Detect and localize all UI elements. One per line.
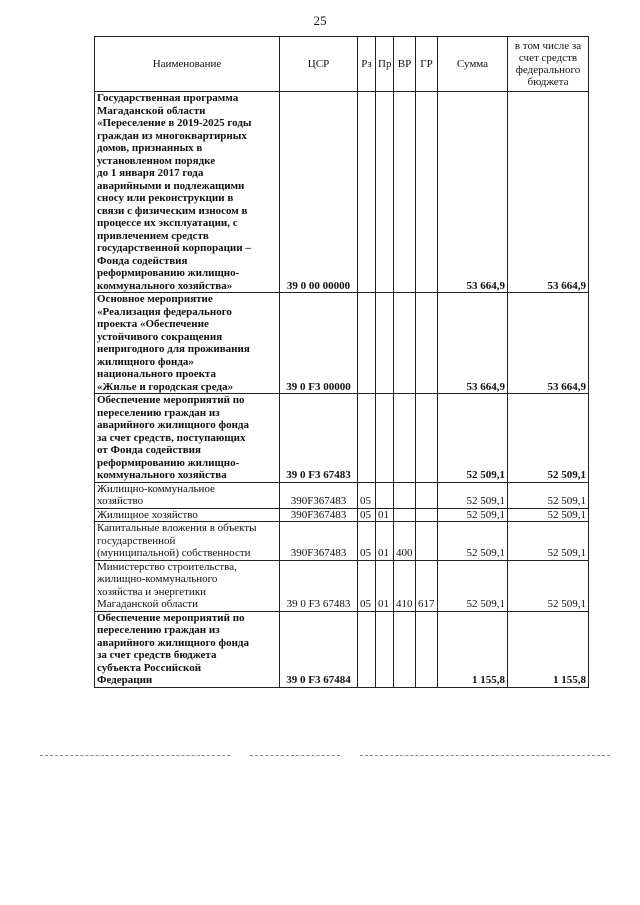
row-vr bbox=[394, 293, 416, 394]
row-name-line: «Жилье и городская среда» bbox=[97, 380, 234, 393]
row-gr bbox=[416, 394, 438, 483]
row-name bbox=[95, 611, 280, 687]
row-name-line: реформированию жилищно- bbox=[97, 267, 240, 279]
row-name-line: Обеспечение мероприятий по bbox=[97, 394, 245, 406]
row-rz: 05 bbox=[358, 482, 376, 508]
row-name bbox=[95, 560, 280, 611]
row-csr: 390F367483 bbox=[280, 508, 358, 522]
row-name-line: Жилищно-коммунальное bbox=[97, 482, 215, 495]
row-name-line: непригодного для проживания bbox=[97, 343, 250, 355]
row-name-line: переселению граждан из bbox=[97, 406, 220, 419]
row-sum-federal: 52 509,1 bbox=[508, 522, 589, 561]
row-vr bbox=[394, 611, 416, 687]
row-name-line: национального проекта bbox=[97, 368, 216, 380]
row-name-line: граждан из многоквартирных bbox=[97, 129, 247, 142]
row-name-line: за счет средств, поступающих bbox=[97, 431, 246, 444]
row-name-line: Жилищное хозяйство bbox=[97, 508, 198, 521]
row-name-line: за счет средств бюджета bbox=[97, 649, 217, 661]
row-name-line: государственной bbox=[97, 534, 176, 547]
row-sum: 52 509,1 bbox=[438, 522, 508, 561]
row-name-line: до 1 января 2017 года bbox=[97, 167, 204, 179]
row-gr: 617 bbox=[416, 560, 438, 611]
row-name bbox=[95, 508, 280, 522]
row-csr: 39 0 00 00000 bbox=[280, 92, 358, 293]
table-row bbox=[95, 560, 589, 611]
header-csr: ЦСР bbox=[280, 37, 358, 92]
row-name-line: привлечением средств bbox=[97, 229, 209, 242]
row-name-line: Федерации bbox=[97, 674, 153, 686]
row-vr bbox=[394, 92, 416, 293]
row-gr bbox=[416, 293, 438, 394]
row-name-line: сносу или реконструкции в bbox=[97, 192, 234, 204]
row-name-line: Обеспечение мероприятий по bbox=[97, 611, 245, 624]
row-rz bbox=[358, 293, 376, 394]
row-sum: 52 509,1 bbox=[438, 394, 508, 483]
row-name bbox=[95, 394, 280, 483]
row-name-line: установленном порядке bbox=[97, 154, 216, 167]
row-name-line: хозяйство bbox=[97, 495, 144, 507]
row-name-line: Магаданской области bbox=[97, 104, 206, 117]
row-rz: 05 bbox=[358, 560, 376, 611]
row-name-line: реформированию жилищно- bbox=[97, 456, 240, 469]
row-gr bbox=[416, 611, 438, 687]
row-rz: 05 bbox=[358, 508, 376, 522]
row-name-line: аварийного жилищного фонда bbox=[97, 419, 249, 431]
row-name-line: (муниципальной) собственности bbox=[97, 547, 251, 559]
row-name-line: переселению граждан из bbox=[97, 624, 220, 636]
table-body bbox=[95, 92, 589, 688]
row-vr bbox=[394, 482, 416, 508]
row-pr: 01 bbox=[376, 560, 394, 611]
row-sum-federal: 52 509,1 bbox=[508, 508, 589, 522]
row-gr bbox=[416, 522, 438, 561]
row-sum-federal: 53 664,9 bbox=[508, 92, 589, 293]
header-name: Наименование bbox=[95, 37, 280, 92]
row-name-line: связи с физическим износом в bbox=[97, 204, 248, 217]
row-pr: 01 bbox=[376, 508, 394, 522]
table-row bbox=[95, 92, 589, 293]
row-name-line: Капитальные вложения в объекты bbox=[97, 522, 257, 534]
row-sum: 1 155,8 bbox=[438, 611, 508, 687]
header-vr: ВР bbox=[394, 37, 416, 92]
row-pr bbox=[376, 611, 394, 687]
row-rz bbox=[358, 611, 376, 687]
row-name-line: устойчивого сокращения bbox=[97, 330, 223, 343]
row-name bbox=[95, 92, 280, 293]
row-name-line: Основное мероприятие bbox=[97, 293, 213, 305]
row-pr bbox=[376, 92, 394, 293]
header-gr: ГР bbox=[416, 37, 438, 92]
row-name-line: домов, признанных в bbox=[97, 142, 203, 154]
row-sum-federal: 52 509,1 bbox=[508, 394, 589, 483]
row-name-line: жилищного фонда» bbox=[97, 355, 194, 368]
header-rz: Рз bbox=[358, 37, 376, 92]
row-pr: 01 bbox=[376, 522, 394, 561]
budget-table bbox=[94, 36, 589, 688]
table-header-row bbox=[95, 37, 589, 92]
row-gr bbox=[416, 508, 438, 522]
table-row bbox=[95, 293, 589, 394]
table-row bbox=[95, 522, 589, 561]
table-row bbox=[95, 482, 589, 508]
row-name-line: государственной корпорации – bbox=[97, 242, 251, 254]
footer-divider bbox=[250, 755, 340, 756]
row-name-line: жилищно-коммунального bbox=[97, 573, 218, 585]
row-name-line: Фонда содействия bbox=[97, 254, 188, 267]
page-number: 25 bbox=[313, 13, 327, 28]
row-csr: 39 0 F3 00000 bbox=[280, 293, 358, 394]
row-name-line: Магаданской области bbox=[97, 598, 198, 610]
row-name-line: коммунального хозяйства bbox=[97, 469, 227, 481]
row-name-line: «Реализация федерального bbox=[97, 305, 232, 318]
row-vr: 400 bbox=[394, 522, 416, 561]
row-gr bbox=[416, 482, 438, 508]
row-vr: 410 bbox=[394, 560, 416, 611]
row-name-line: аварийного жилищного фонда bbox=[97, 636, 249, 649]
row-rz bbox=[358, 92, 376, 293]
row-csr: 390F367483 bbox=[280, 522, 358, 561]
row-vr bbox=[394, 394, 416, 483]
table-row bbox=[95, 611, 589, 687]
row-sum: 53 664,9 bbox=[438, 293, 508, 394]
row-pr bbox=[376, 482, 394, 508]
footer-divider bbox=[40, 755, 230, 756]
row-name-line: процессе их эксплуатации, с bbox=[97, 217, 238, 229]
header-sum: Сумма bbox=[438, 37, 508, 92]
row-name bbox=[95, 482, 280, 508]
header-pr: Пр bbox=[376, 37, 394, 92]
row-csr: 39 0 F3 67483 bbox=[280, 560, 358, 611]
row-rz: 05 bbox=[358, 522, 376, 561]
row-name-line: Министерство строительства, bbox=[97, 560, 237, 573]
row-sum: 52 509,1 bbox=[438, 560, 508, 611]
row-rz bbox=[358, 394, 376, 483]
header-sum-federal: в том числе за счет средств федерального бюджета bbox=[508, 37, 589, 92]
row-name-line: субъекта Российской bbox=[97, 661, 202, 674]
row-sum-federal: 52 509,1 bbox=[508, 482, 589, 508]
row-name bbox=[95, 522, 280, 561]
row-name-line: проекта «Обеспечение bbox=[97, 318, 209, 330]
row-csr: 39 0 F3 67483 bbox=[280, 394, 358, 483]
row-name bbox=[95, 293, 280, 394]
row-name-line: «Переселение в 2019-2025 годы bbox=[97, 117, 252, 129]
row-sum-federal: 1 155,8 bbox=[508, 611, 589, 687]
row-name-line: от Фонда содействия bbox=[97, 444, 201, 456]
row-name-line: Государственная программа bbox=[97, 92, 239, 104]
table-row bbox=[95, 508, 589, 522]
row-csr: 390F367483 bbox=[280, 482, 358, 508]
row-vr bbox=[394, 508, 416, 522]
row-sum: 52 509,1 bbox=[438, 508, 508, 522]
row-csr: 39 0 F3 67484 bbox=[280, 611, 358, 687]
footer-divider bbox=[360, 755, 610, 756]
row-sum: 53 664,9 bbox=[438, 92, 508, 293]
row-pr bbox=[376, 293, 394, 394]
row-name-line: хозяйства и энергетики bbox=[97, 585, 207, 598]
row-sum: 52 509,1 bbox=[438, 482, 508, 508]
row-name-line: аварийными и подлежащими bbox=[97, 179, 245, 192]
row-sum-federal: 52 509,1 bbox=[508, 560, 589, 611]
row-name-line: коммунального хозяйства» bbox=[97, 279, 233, 292]
table-row bbox=[95, 394, 589, 483]
row-sum-federal: 53 664,9 bbox=[508, 293, 589, 394]
row-pr bbox=[376, 394, 394, 483]
row-gr bbox=[416, 92, 438, 293]
